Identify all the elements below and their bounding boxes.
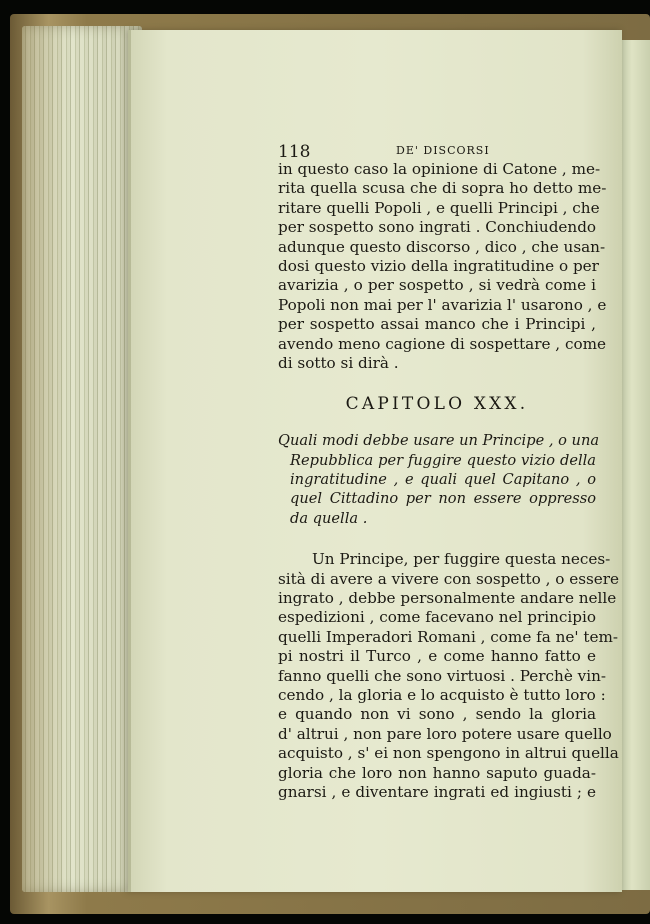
running-title: DE' DISCORSI <box>396 144 490 157</box>
text-line: per sospetto sono ingrati . Conchiudendo <box>278 218 597 237</box>
text-line: adunque questo discorso , dico , che usan- <box>278 237 606 256</box>
text-line: rita quella scusa che di sopra ho detto me- <box>278 179 607 198</box>
text-line: e quando non vi sono , sendo la gloria <box>278 705 596 724</box>
text-line: sità di avere a vivere con sospetto , o essere <box>278 569 620 588</box>
text-line: gloria che loro non hanno saputo guada- <box>278 763 596 782</box>
text-line: avarizia , o per sospetto , si vedrà come i <box>278 276 596 295</box>
summary-line: Quali modi debbe usare un Principe , o una <box>278 432 600 450</box>
page-text <box>278 140 620 802</box>
text-line: Popoli non mai per l' avarizia l' usarono , e <box>278 295 607 314</box>
text-line: quelli Imperadori Romani , come fa ne' tem- <box>278 627 619 646</box>
text-line: ingrato , debbe personalmente andare nelle <box>278 589 617 608</box>
text-line: fanno quelli che sono virtuosi . Perchè vin- <box>278 666 606 685</box>
text-line: d' altrui , non pare loro potere usare quello <box>278 724 612 743</box>
text-line: cendo , la gloria e lo acquisto è tutto loro : <box>278 685 606 704</box>
text-line: di sotto si dirà . <box>278 353 399 372</box>
text-line: per sospetto assai manco che i Principi , <box>278 315 596 334</box>
paragraph-1 <box>278 160 607 373</box>
summary-line: Repubblica per fuggire questo vizio della <box>290 451 596 469</box>
text-line: gnarsi , e diventare ingrati ed ingiusti ; e <box>278 782 596 801</box>
text-line: acquisto , s' ei non spengono in altrui quella <box>278 744 619 763</box>
gutter <box>128 30 131 892</box>
summary-line: ingratitudine , e quali quel Capitano , o <box>290 471 596 489</box>
text-line: dosi questo vizio della ingratitudine o per <box>278 256 599 275</box>
summary-line: quel Cittadino per non essere oppresso <box>290 490 596 508</box>
summary-line: da quella . <box>290 509 368 527</box>
text-line: pi nostri il Turco , e come hanno fatto e <box>278 647 596 666</box>
text-line: espedizioni , come facevano nel principio <box>278 608 596 627</box>
chapter-heading: CAPITOLO XXX. <box>345 394 529 415</box>
text-line: in questo caso la opinione di Catone , me- <box>278 160 601 178</box>
page-number: 118 <box>278 142 311 162</box>
text-line: ritare quelli Popoli , e quelli Principi , che <box>278 198 600 217</box>
chapter-summary <box>278 431 600 528</box>
facing-page-edge <box>620 40 650 890</box>
paragraph-2 <box>278 550 620 802</box>
text-line: avendo meno cagione di sospettare , come <box>278 334 606 353</box>
text-line: Un Principe, per fuggire questa neces- <box>312 550 611 569</box>
running-head <box>278 140 596 160</box>
